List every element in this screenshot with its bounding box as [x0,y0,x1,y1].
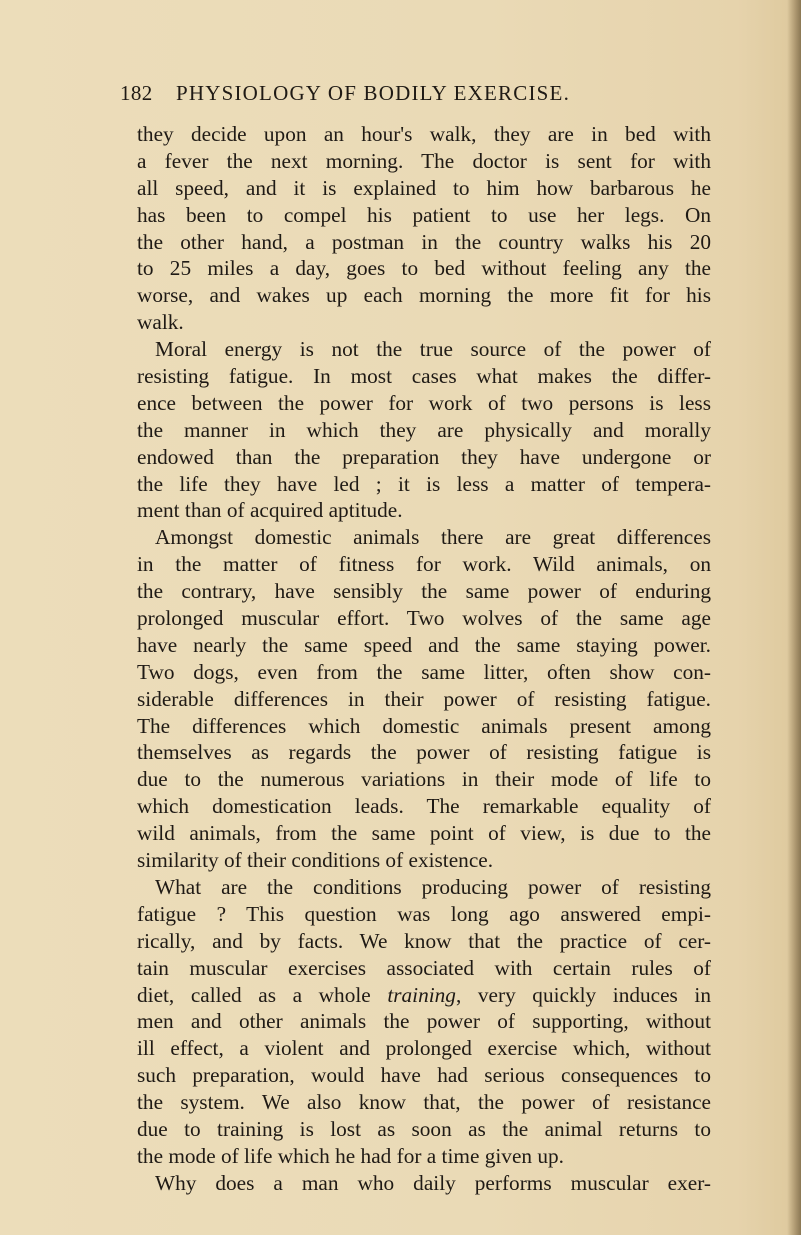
text-line: rically, and by facts. We know that the practice of cer- [137,928,711,953]
text-line: The differences which domestic animals present among [137,713,711,738]
paragraph-start-line: Why does a man who daily performs muscular exer- [155,1170,711,1195]
text-line: ill effect, a violent and prolonged exercise which, without [137,1036,711,1061]
paragraph-start-line: Amongst domestic animals there are great differences [155,525,711,550]
text-line: they decide upon an hour's walk, they are in bed with [137,122,711,146]
body-text [137,121,711,1197]
text-line: due to training is lost as soon as the animal returns to [137,1116,711,1141]
text-line: Two dogs, even from the same litter, often show con- [137,659,711,684]
page-edge-shadow [787,0,801,1235]
text-segment: , very quickly induces in [455,982,711,1007]
text-line: the manner in which they are physically and morally [137,417,711,442]
text-line: have nearly the same speed and the same staying power. [137,632,711,657]
text-line: has been to compel his patient to use her legs. On [137,202,711,227]
text-line-with-italic [137,982,711,1009]
text-line: the contrary, have sensibly the same power of enduring [137,579,711,604]
running-head [120,82,632,104]
text-line: the system. We also know that, the power of resistance [137,1090,711,1115]
text-line: themselves as regards the power of resisting fatigue is [137,740,711,765]
text-line: all speed, and it is explained to him how barbarous he [137,175,711,200]
text-line: resisting fatigue. In most cases what makes the differ- [137,364,711,389]
text-line: tain muscular exercises associated with certain rules of [137,955,711,980]
text-line: ence between the power for work of two persons is less [137,390,711,415]
text-line: the life they have led ; it is less a matter of tempera- [137,471,711,496]
paragraph-start-line: What are the conditions producing power of resisting [155,874,711,899]
text-line: to 25 miles a day, goes to bed without feeling any the [137,256,711,281]
text-line: worse, and wakes up each morning the more fit for his [137,283,711,308]
text-line: ment than of acquired aptitude. [137,498,403,523]
running-title: PHYSIOLOGY OF BODILY EXERCISE. [176,81,571,105]
text-line: the other hand, a postman in the country walks his 20 [137,229,711,254]
text-line: wild animals, from the same point of view, is due to the [137,821,711,846]
text-line: men and other animals the power of supporting, without [137,1009,711,1034]
paragraph-start-line: Moral energy is not the true source of the power of [155,337,711,362]
italic-term-training: training [387,982,456,1007]
page-number: 182 [120,81,153,105]
text-line: endowed than the preparation they have undergone or [137,444,711,469]
text-line: the mode of life which he had for a time given up. [137,1143,564,1168]
text-line: due to the numerous variations in their mode of life to [137,767,711,792]
text-segment: diet, called as a whole [137,982,371,1007]
text-line: a fever the next morning. The doctor is sent for with [137,148,711,173]
text-line: such preparation, would have had serious consequences to [137,1063,711,1088]
text-line: prolonged muscular effort. Two wolves of the same age [137,606,711,631]
text-line: walk. [137,310,184,335]
text-line: similarity of their conditions of existence. [137,848,494,873]
text-line: fatigue ? This question was long ago answered empi- [137,901,711,926]
text-line: which domestication leads. The remarkable equality of [137,794,711,819]
text-line: siderable differences in their power of resisting fatigue. [137,686,711,711]
text-line: in the matter of fitness for work. Wild animals, on [137,552,711,577]
